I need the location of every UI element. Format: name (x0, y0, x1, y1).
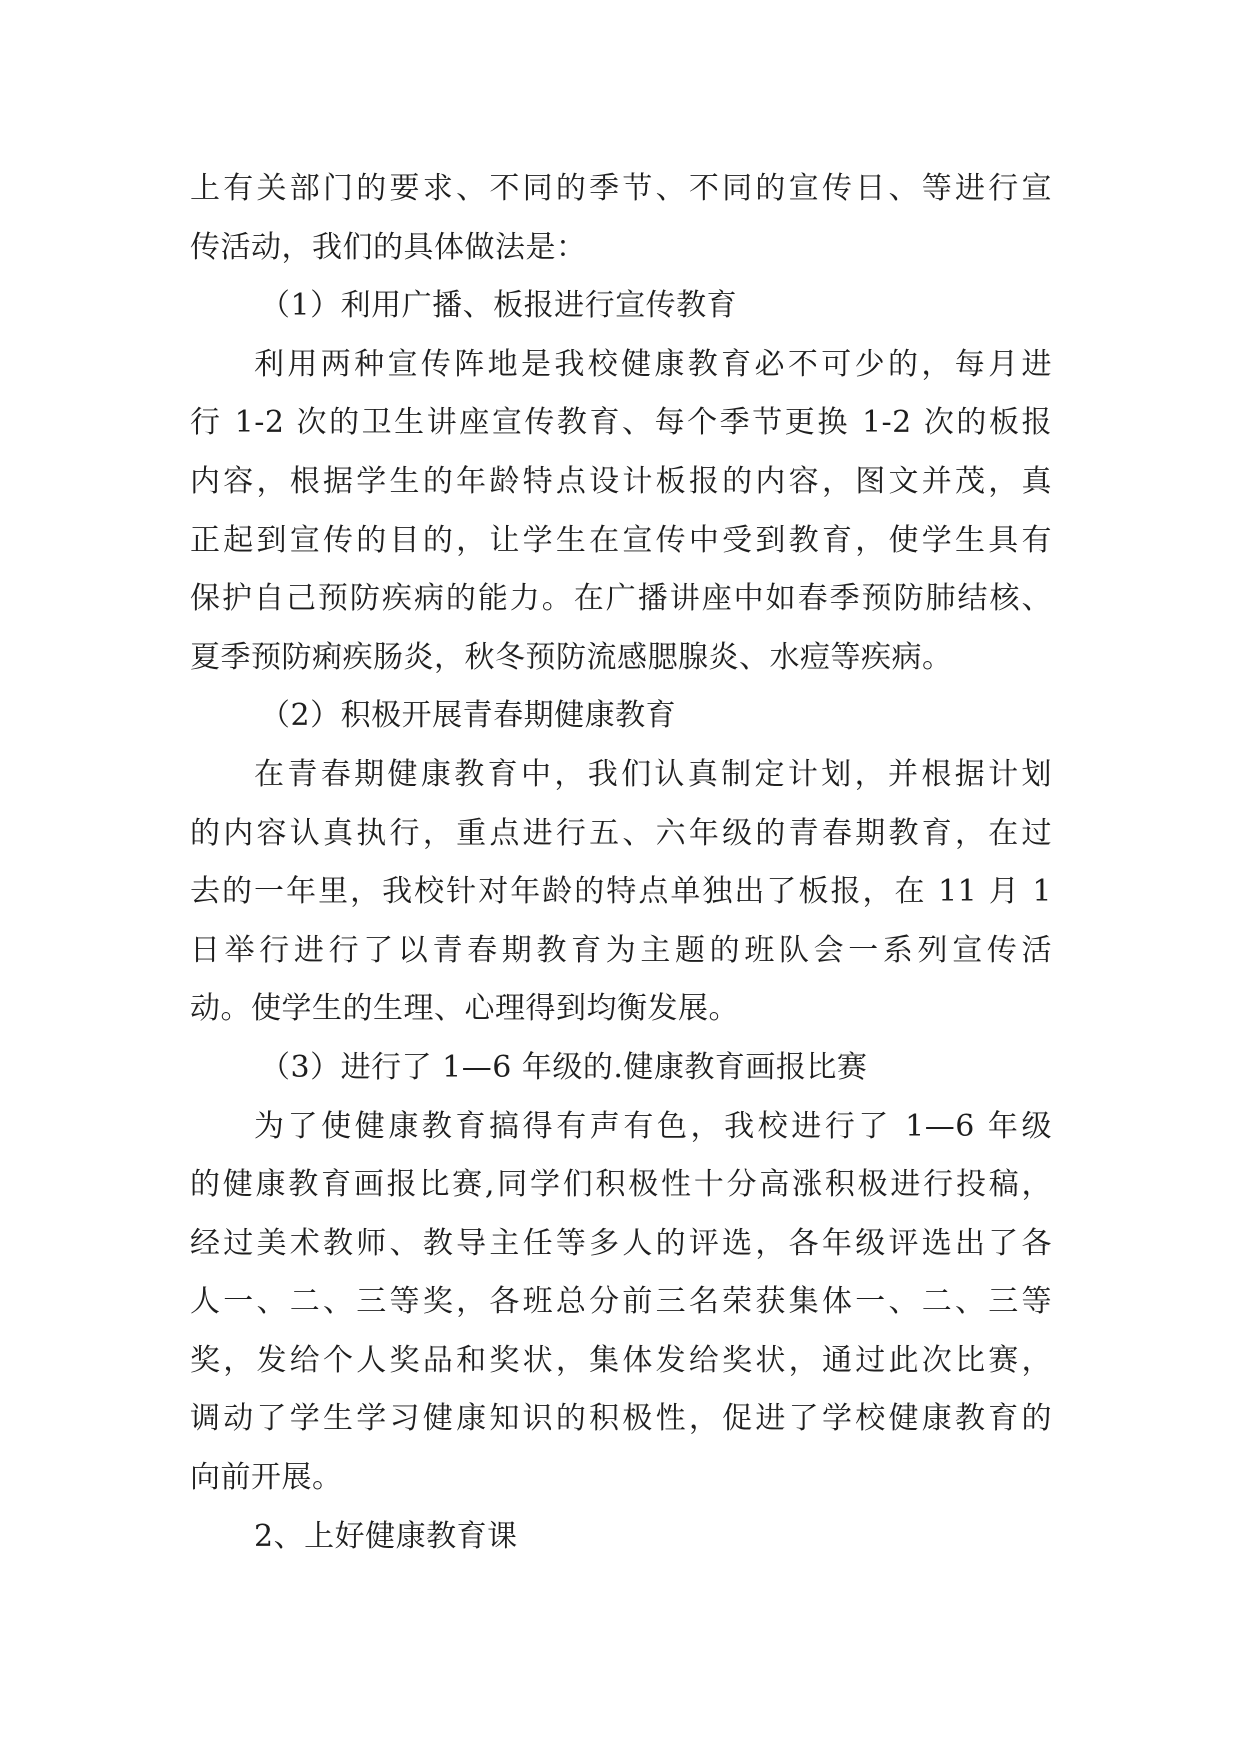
document-body (190, 160, 1052, 1566)
text-line: 正起到宣传的目的，让学生在宣传中受到教育，使学生具有 (190, 522, 1052, 558)
section-heading: （2）积极开展青春期健康教育 (260, 698, 677, 734)
text-line: 去的一年里，我校针对年龄的特点单独出了板报，在 11 月 1 (190, 874, 1052, 910)
text-line: 行 1-2 次的卫生讲座宣传教育、每个季节更换 1-2 次的板报 (190, 405, 1052, 441)
text-line: 动。使学生的生理、心理得到均衡发展。 (190, 991, 739, 1027)
text-line: 传活动，我们的具体做法是： (190, 229, 587, 265)
section-heading: （1）利用广播、板报进行宣传教育 (260, 288, 738, 324)
text-line: 夏季预防痢疾肠炎，秋冬预防流感腮腺炎、水痘等疾病。 (190, 639, 953, 675)
text-line: 奖，发给个人奖品和奖状，集体发给奖状，通过此次比赛， (190, 1342, 1052, 1378)
text-line: 上有关部门的要求、不同的季节、不同的宣传日、等进行宣 (190, 171, 1052, 206)
text-line: 为了使健康教育搞得有声有色，我校进行了 1—6 年级 (254, 1108, 1052, 1144)
text-line: 人一、二、三等奖，各班总分前三名荣获集体一、二、三等 (190, 1284, 1052, 1320)
text-line: 内容，根据学生的年龄特点设计板报的内容，图文并茂，真 (190, 463, 1052, 499)
text-line: 的内容认真执行，重点进行五、六年级的青春期教育，在过 (190, 815, 1052, 851)
text-line: 调动了学生学习健康知识的积极性，促进了学校健康教育的 (190, 1401, 1052, 1437)
text-line: 向前开展。 (190, 1460, 343, 1496)
text-line: 的健康教育画报比赛,同学们积极性十分高涨积极进行投稿， (190, 1167, 1052, 1203)
text-line: 保护自己预防疾病的能力。在广播讲座中如春季预防肺结核、 (190, 581, 1052, 617)
text-line: 利用两种宣传阵地是我校健康教育必不可少的，每月进 (254, 346, 1052, 382)
text-line: 在青春期健康教育中，我们认真制定计划，并根据计划 (254, 756, 1052, 792)
text-line: 经过美术教师、教导主任等多人的评选，各年级评选出了各 (190, 1225, 1052, 1261)
section-heading: （3）进行了 1—6 年级的.健康教育画报比赛 (260, 1049, 868, 1085)
text-line: 日举行进行了以青春期教育为主题的班队会一系列宣传活 (190, 932, 1052, 968)
section-heading: 2、上好健康教育课 (254, 1518, 518, 1554)
